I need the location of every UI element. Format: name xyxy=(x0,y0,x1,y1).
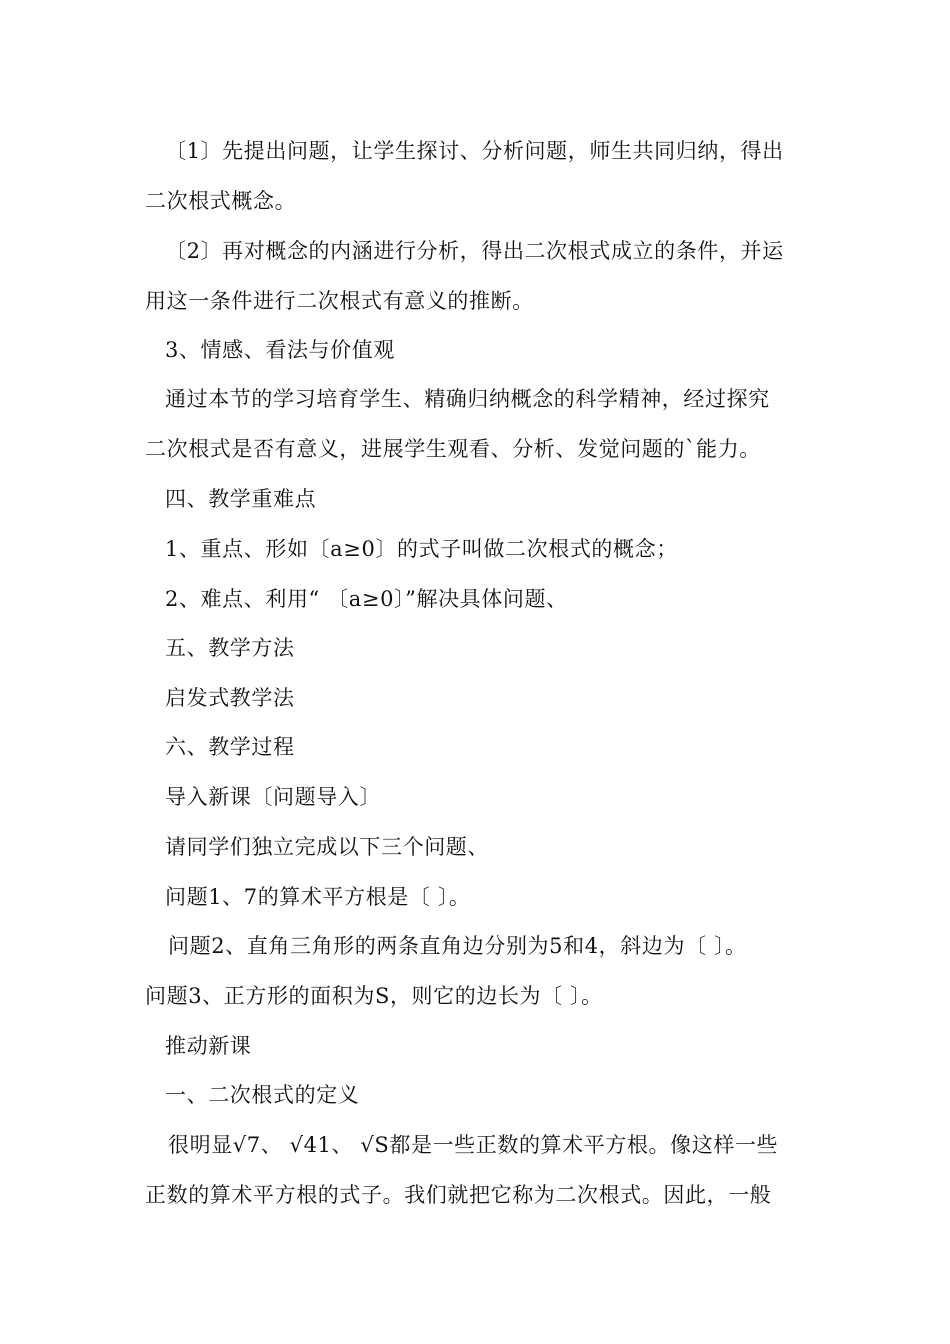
section-heading: 五、教学方法 xyxy=(165,636,295,660)
paragraph-line: 用这一条件进行二次根式有意义的推断。 xyxy=(145,289,534,313)
question-line: 问题1、7的算术平方根是〔 〕。 xyxy=(165,885,471,909)
paragraph-line: 请同学们独立完成以下三个问题、 xyxy=(165,835,489,859)
question-line: 问题3、正方形的面积为S，则它的边长为〔 〕。 xyxy=(145,984,603,1008)
paragraph-line: 〔2〕再对概念的内涵进行分析，得出二次根式成立的条件，并运 xyxy=(165,239,784,263)
question-line: 问题2、直角三角形的两条直角边分别为5和4，斜边为〔 〕。 xyxy=(168,934,747,958)
paragraph-line: 1、重点、形如〔a≥0〕的式子叫做二次根式的概念； xyxy=(165,537,678,561)
paragraph-line: 2、难点、利用“ 〔a≥0〕”解决具体问题、 xyxy=(165,587,568,611)
paragraph-line: 正数的算术平方根的式子。我们就把它称为二次根式。因此，一般 xyxy=(145,1183,772,1207)
section-heading: 四、教学重难点 xyxy=(165,487,317,511)
section-heading: 3、情感、看法与价值观 xyxy=(165,338,395,362)
section-heading: 一、二次根式的定义 xyxy=(165,1083,360,1107)
paragraph-line: 〔1〕先提出问题，让学生探讨、分析问题，师生共同归纳，得出 xyxy=(165,139,784,163)
section-heading: 六、教学过程 xyxy=(165,735,295,759)
paragraph-line: 导入新课〔问题导入〕 xyxy=(165,785,381,809)
paragraph-line: 很明显√7、 √41、 √S都是一些正数的算术平方根。像这样一些 xyxy=(168,1133,779,1157)
paragraph-line: 启发式教学法 xyxy=(165,686,295,710)
section-heading: 推动新课 xyxy=(165,1034,252,1058)
paragraph-line: 二次根式是否有意义，进展学生观看、分析、发觉问题的`能力。 xyxy=(145,437,761,461)
paragraph-line: 通过本节的学习培育学生、精确归纳概念的科学精神，经过探究 xyxy=(165,387,770,411)
paragraph-line: 二次根式概念。 xyxy=(145,189,297,213)
